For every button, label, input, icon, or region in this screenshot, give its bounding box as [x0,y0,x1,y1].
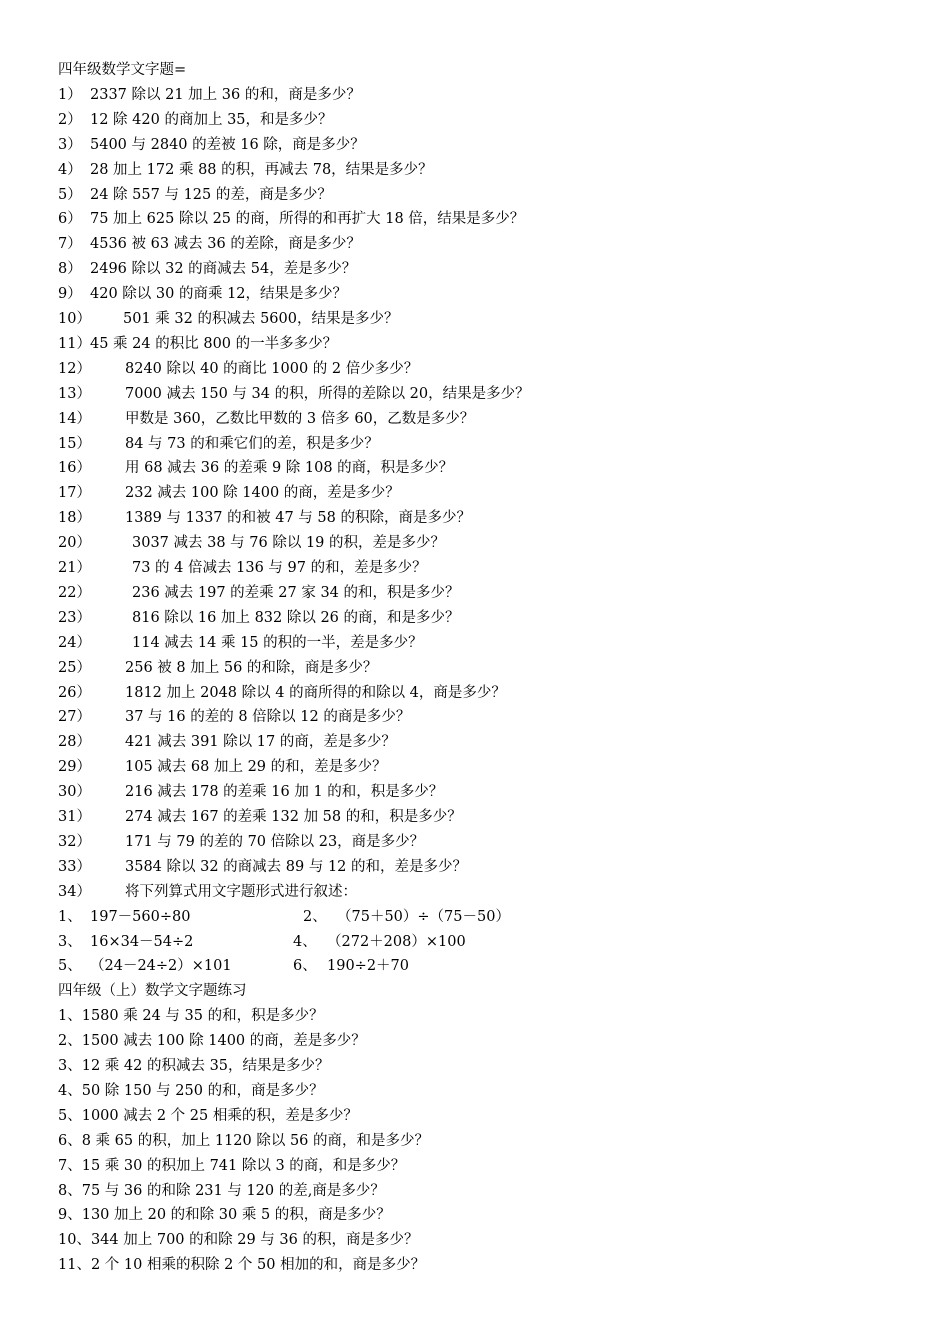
question-number: 30） [58,784,91,801]
question-item [58,257,356,281]
formula-right [293,954,409,978]
question-text: 816 除以 16 加上 832 除以 26 的商，和是多少？ [132,609,460,626]
section-title [58,979,247,1003]
question-item [58,407,474,431]
question-number: 6） [58,211,82,228]
question-item [58,606,460,630]
practice-item [58,1004,324,1028]
question-text: 37 与 16 的差的 8 倍除以 12 的商是多少？ [125,709,411,726]
formula-number: 1、 [58,908,82,925]
question-number: 8） [58,261,82,278]
question-text: 3037 减去 38 与 76 除以 19 的积，差是多少？ [132,535,446,552]
question-item [58,382,530,406]
question-item [58,83,361,107]
formula-left [58,954,232,978]
question-item [58,556,427,580]
question-item [58,133,365,157]
formula-left [58,905,190,929]
practice-text: 2、1500 减去 100 除 1400 的商，差是多少？ [58,1033,366,1050]
question-item [58,805,462,829]
question-item [58,207,524,231]
question-number: 18） [58,510,91,527]
question-text: 5400 与 2840 的差被 16 除，商是多少？ [90,136,365,153]
question-item [58,531,445,555]
question-item [58,332,337,356]
question-item [58,656,377,680]
question-item [58,581,460,605]
question-number: 3） [58,136,82,153]
formula-right [293,930,466,954]
formula-text: （272＋208）×100 [327,933,466,950]
question-number: 12） [58,360,91,377]
question-number: 20） [58,535,91,552]
question-number: 23） [58,609,91,626]
question-item [58,780,443,804]
practice-text: 9、130 加上 20 的和除 30 乘 5 的积，商是多少？ [58,1207,391,1224]
question-number: 25） [58,659,91,676]
question-text: 73 的 4 倍减去 136 与 97 的和，差是多少？ [132,560,427,576]
section-1-title: 四年级数学文字题= [58,62,187,78]
question-item [58,108,333,132]
question-item [58,631,423,655]
question-text: 216 减去 178 的差乘 16 加 1 的和，积是多少？ [125,784,444,801]
question-item [58,681,506,705]
question-item [58,432,379,456]
practice-item [58,1179,385,1203]
question-number: 26） [58,684,91,701]
question-text: 24 除 557 与 125 的差，商是多少？ [90,186,332,203]
question-number: 7） [58,236,82,253]
question-text: 甲数是 360，乙数比甲数的 3 倍多 60，乙数是多少？ [125,410,475,427]
question-number: 11） [58,335,91,352]
question-number: 14） [58,410,91,427]
practice-item [58,1154,405,1178]
question-item [58,232,361,256]
formula-text: 16×34－54÷2 [90,933,194,950]
formula-text: （24－24÷2）×101 [90,958,232,975]
question-text: 236 减去 197 的差乘 27 家 34 的和，积是多少？ [132,584,460,601]
question-item [58,830,424,854]
question-text: 7000 减去 150 与 34 的积，所得的差除以 20，结果是多少？ [125,385,530,402]
question-number: 27） [58,709,91,726]
practice-item [58,1203,391,1227]
formula-left [58,930,193,954]
question-number: 17） [58,485,91,502]
question-text: 用 68 减去 36 的差乘 9 除 108 的商，积是多少？ [125,460,454,477]
question-number: 29） [58,759,91,776]
question-number: 5） [58,186,82,203]
formula-number: 6、 [293,958,317,975]
question-number: 1） [58,86,82,103]
question-number: 10） [58,311,91,327]
question-number: 32） [58,833,91,850]
question-text: 12 除 420 的商加上 35，和是多少？ [90,111,333,128]
question-item [58,158,433,182]
question-number: 31） [58,809,91,825]
practice-text: 5、1000 减去 2 个 25 相乘的积，差是多少？ [58,1107,358,1124]
practice-text: 4、50 除 150 与 250 的和，商是多少？ [58,1082,324,1099]
question-item [58,282,347,306]
question-text: 274 减去 167 的差乘 132 加 58 的和，积是多少？ [125,809,462,825]
question-number: 33） [58,858,91,875]
question-item [58,755,387,779]
formula-right [303,905,510,929]
question-number: 34） [58,883,91,900]
question-item [58,705,410,729]
question-item [58,730,396,754]
practice-item [58,1253,425,1277]
question-text: 1389 与 1337 的和被 47 与 58 的积除，商是多少？ [125,510,471,527]
practice-text: 10、344 加上 700 的和除 29 与 36 的积，商是多少？ [58,1232,419,1249]
question-text: 将下列算式用文字题形式进行叙述： [125,883,357,900]
question-text: 105 减去 68 加上 29 的和，差是多少？ [125,759,387,776]
practice-item [58,1129,429,1153]
question-text: 420 除以 30 的商乘 12，结果是多少？ [90,286,348,303]
formula-number: 3、 [58,933,82,950]
question-text: 501 乘 32 的积减去 5600，结果是多少？ [123,311,399,327]
question-item [58,183,332,207]
formula-number: 4、 [293,933,317,950]
question-text: 2496 除以 32 的商减去 54，差是多少？ [90,261,357,278]
question-number: 2） [58,111,82,128]
practice-item [58,1054,330,1078]
question-number: 24） [58,634,91,651]
question-item [58,307,398,331]
question-text: 84 与 73 的和乘它们的差，积是多少？ [125,435,379,452]
question-text: 8240 除以 40 的商比 1000 的 2 倍少多少？ [125,360,419,377]
practice-text: 8、75 与 36 的和除 231 与 120 的差,商是多少？ [58,1182,385,1199]
question-text: 421 减去 391 除以 17 的商，差是多少？ [125,734,396,751]
question-number: 22） [58,584,91,601]
question-text: 75 加上 625 除以 25 的商，所得的和再扩大 18 倍，结果是多少？ [90,211,525,228]
question-text: 2337 除以 21 加上 36 的和，商是多少？ [90,86,361,103]
question-number: 4） [58,161,82,178]
section-2-title: 四年级（上）数学文字题练习 [58,983,247,1000]
question-number: 13） [58,385,91,402]
question-text: 1812 加上 2048 除以 4 的商所得的和除以 4，商是多少？ [125,684,506,701]
question-text: 114 减去 14 乘 15 的积的一半，差是多少？ [132,634,423,651]
question-number: 21） [58,560,91,576]
question-number: 15） [58,435,91,452]
practice-item [58,1228,418,1252]
formula-text: （75＋50）÷（75－50） [337,908,510,925]
question-text: 232 减去 100 除 1400 的商，差是多少？ [125,485,400,502]
practice-item [58,1029,366,1053]
question-item [58,456,453,480]
practice-item [58,1079,324,1103]
question-item [58,481,400,505]
practice-text: 1、1580 乘 24 与 35 的和，积是多少？ [58,1008,324,1025]
formula-number: 2、 [303,908,327,925]
formula-text: 197－560÷80 [90,908,191,925]
formula-number: 5、 [58,958,82,975]
practice-text: 6、8 乘 65 的积，加上 1120 除以 56 的商，和是多少？ [58,1132,430,1149]
question-text: 45 乘 24 的积比 800 的一半多多少？ [90,335,338,352]
question-item [58,506,471,530]
question-text: 3584 除以 32 的商减去 89 与 12 的和，差是多少？ [125,858,468,875]
question-number: 28） [58,734,91,751]
practice-text: 11、2 个 10 相乘的积除 2 个 50 相加的和，商是多少？ [58,1257,426,1274]
section-title [58,58,186,82]
question-text: 171 与 79 的差的 70 倍除以 23，商是多少？ [125,833,425,850]
question-item [58,357,418,381]
question-text: 28 加上 172 乘 88 的积，再减去 78，结果是多少？ [90,161,433,178]
practice-text: 3、12 乘 42 的积减去 35，结果是多少？ [58,1058,330,1074]
question-number: 16） [58,460,91,477]
question-text: 4536 被 63 减去 36 的差除，商是多少？ [90,236,361,253]
formula-text: 190÷2＋70 [327,958,410,975]
question-item [58,880,357,904]
question-text: 256 被 8 加上 56 的和除，商是多少？ [125,659,378,676]
practice-item [58,1104,358,1128]
practice-text: 7、15 乘 30 的积加上 741 除以 3 的商，和是多少？ [58,1157,406,1174]
question-item [58,855,467,879]
question-number: 9） [58,286,82,303]
